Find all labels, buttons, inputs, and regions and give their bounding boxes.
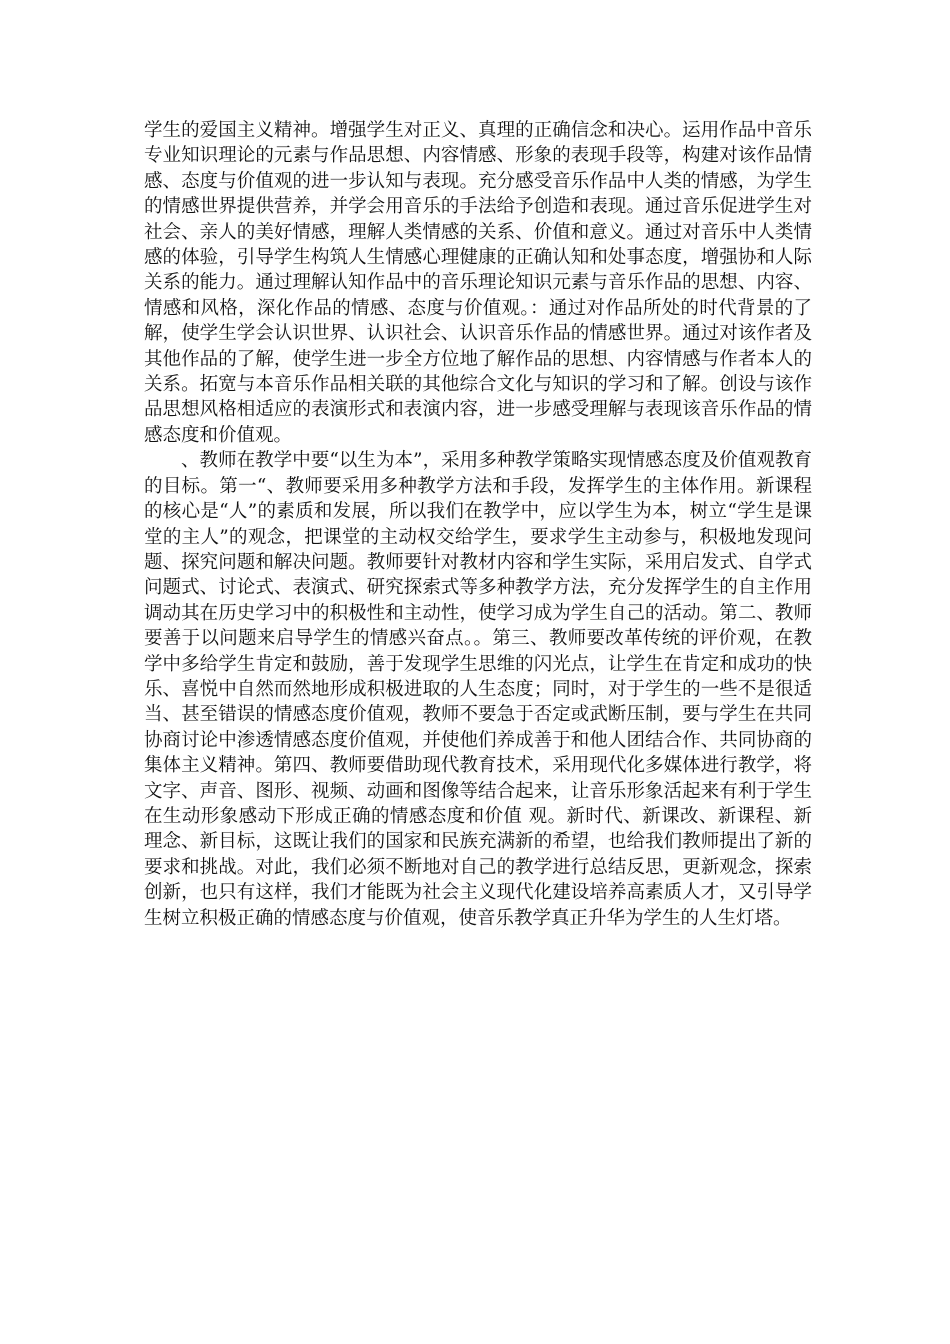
- body-text: [144, 118, 812, 931]
- paragraph-1: 学生的爱国主义精神。增强学生对正义、真理的正确信念和决心。运用作品中音乐专业知识理论的元素与作品思想、内容情感、形象的表现手段等，构建对该作品情感、态度与价值观的进一步认知与表现。充分感受音乐作品中人类的情感，为学生的情感世界提供营养，并学会用音乐的手法给予创造和表现。通过音乐促进学生对社会、亲人的美好情感，理解人类情感的关系、价值和意义。通过对音乐中人类情感的体验，引导学生构筑人生情感心理健康的正确认知和处事态度，增强协和人际关系的能力。通过理解认知作品中的音乐理论知识元素与音乐作品的思想、内容、情感和风格，深化作品的情感、态度与价值观。：通过对作品所处的时代背景的了解，使学生学会认识世界、认识社会、认识音乐作品的情感世界。通过对该作者及其他作品的了解，使学生进一步全方位地了解作品的思想、内容情感与作者本人的关系。拓宽与本音乐作品相关联的其他综合文化与知识的学习和了解。创设与该作品思想风格相适应的表演形式和表演内容，进一步感受理解与表现该音乐作品的情感态度和价值观。: [144, 120, 812, 446]
- paragraph-2: 、教师在教学中要“以生为本”，采用多种教学策略实现情感态度及价值观教育的目标。第一“、教师要采用多种教学方法和手段，发挥学生的主体作用。新课程的核心是“人”的素质和发展，所以我们在教学中，应以学生为本，树立“学生是课堂的主人”的观念，把课堂的主动权交给学生，要求学生主动参与，积极地发现问题、探究问题和解决问题。教师要针对教材内容和学生实际，采用启发式、自学式问题式、讨论式、表演式、研究探索式等多种教学方法，充分发挥学生的自主作用调动其在历史学习中的积极性和主动性，使学习成为学生自己的活动。第二、教师要善于以问题来启导学生的情感兴奋点。。第三、教师要改革传统的评价观，在教学中多给学生肯定和鼓励，善于发现学生思维的闪光点，让学生在肯定和成功的快乐、喜悦中自然而然地形成积极进取的人生态度；同时，对于学生的一些不是很适当、甚至错误的情感态度价值观，教师不要急于否定或武断压制，要与学生在共同协商讨论中渗透情感态度价值观，并使他们养成善于和他人团结合作、共同协商的集体主义精神。第四、教师要借助现代教育技术，采用现代化多媒体进行教学，将文字、声音、图形、视频、动画和图像等结合起来，让音乐形象活起来有利于学生在生动形象感动下形成正确的情感态度和价值 观。新时代、新课改、新课程、新理念、新目标，这既让我们的国家和民族充满新的希望，也给我们教师提出了新的要求和挑战。对此，我们必须不断地对自己的教学进行总结反思，更新观念，探索创新，也只有这样，我们才能既为社会主义现代化建设培养高素质人才，又引导学生树立积极正确的情感态度与价值观，使音乐教学真正升华为学生的人生灯塔。: [144, 450, 812, 929]
